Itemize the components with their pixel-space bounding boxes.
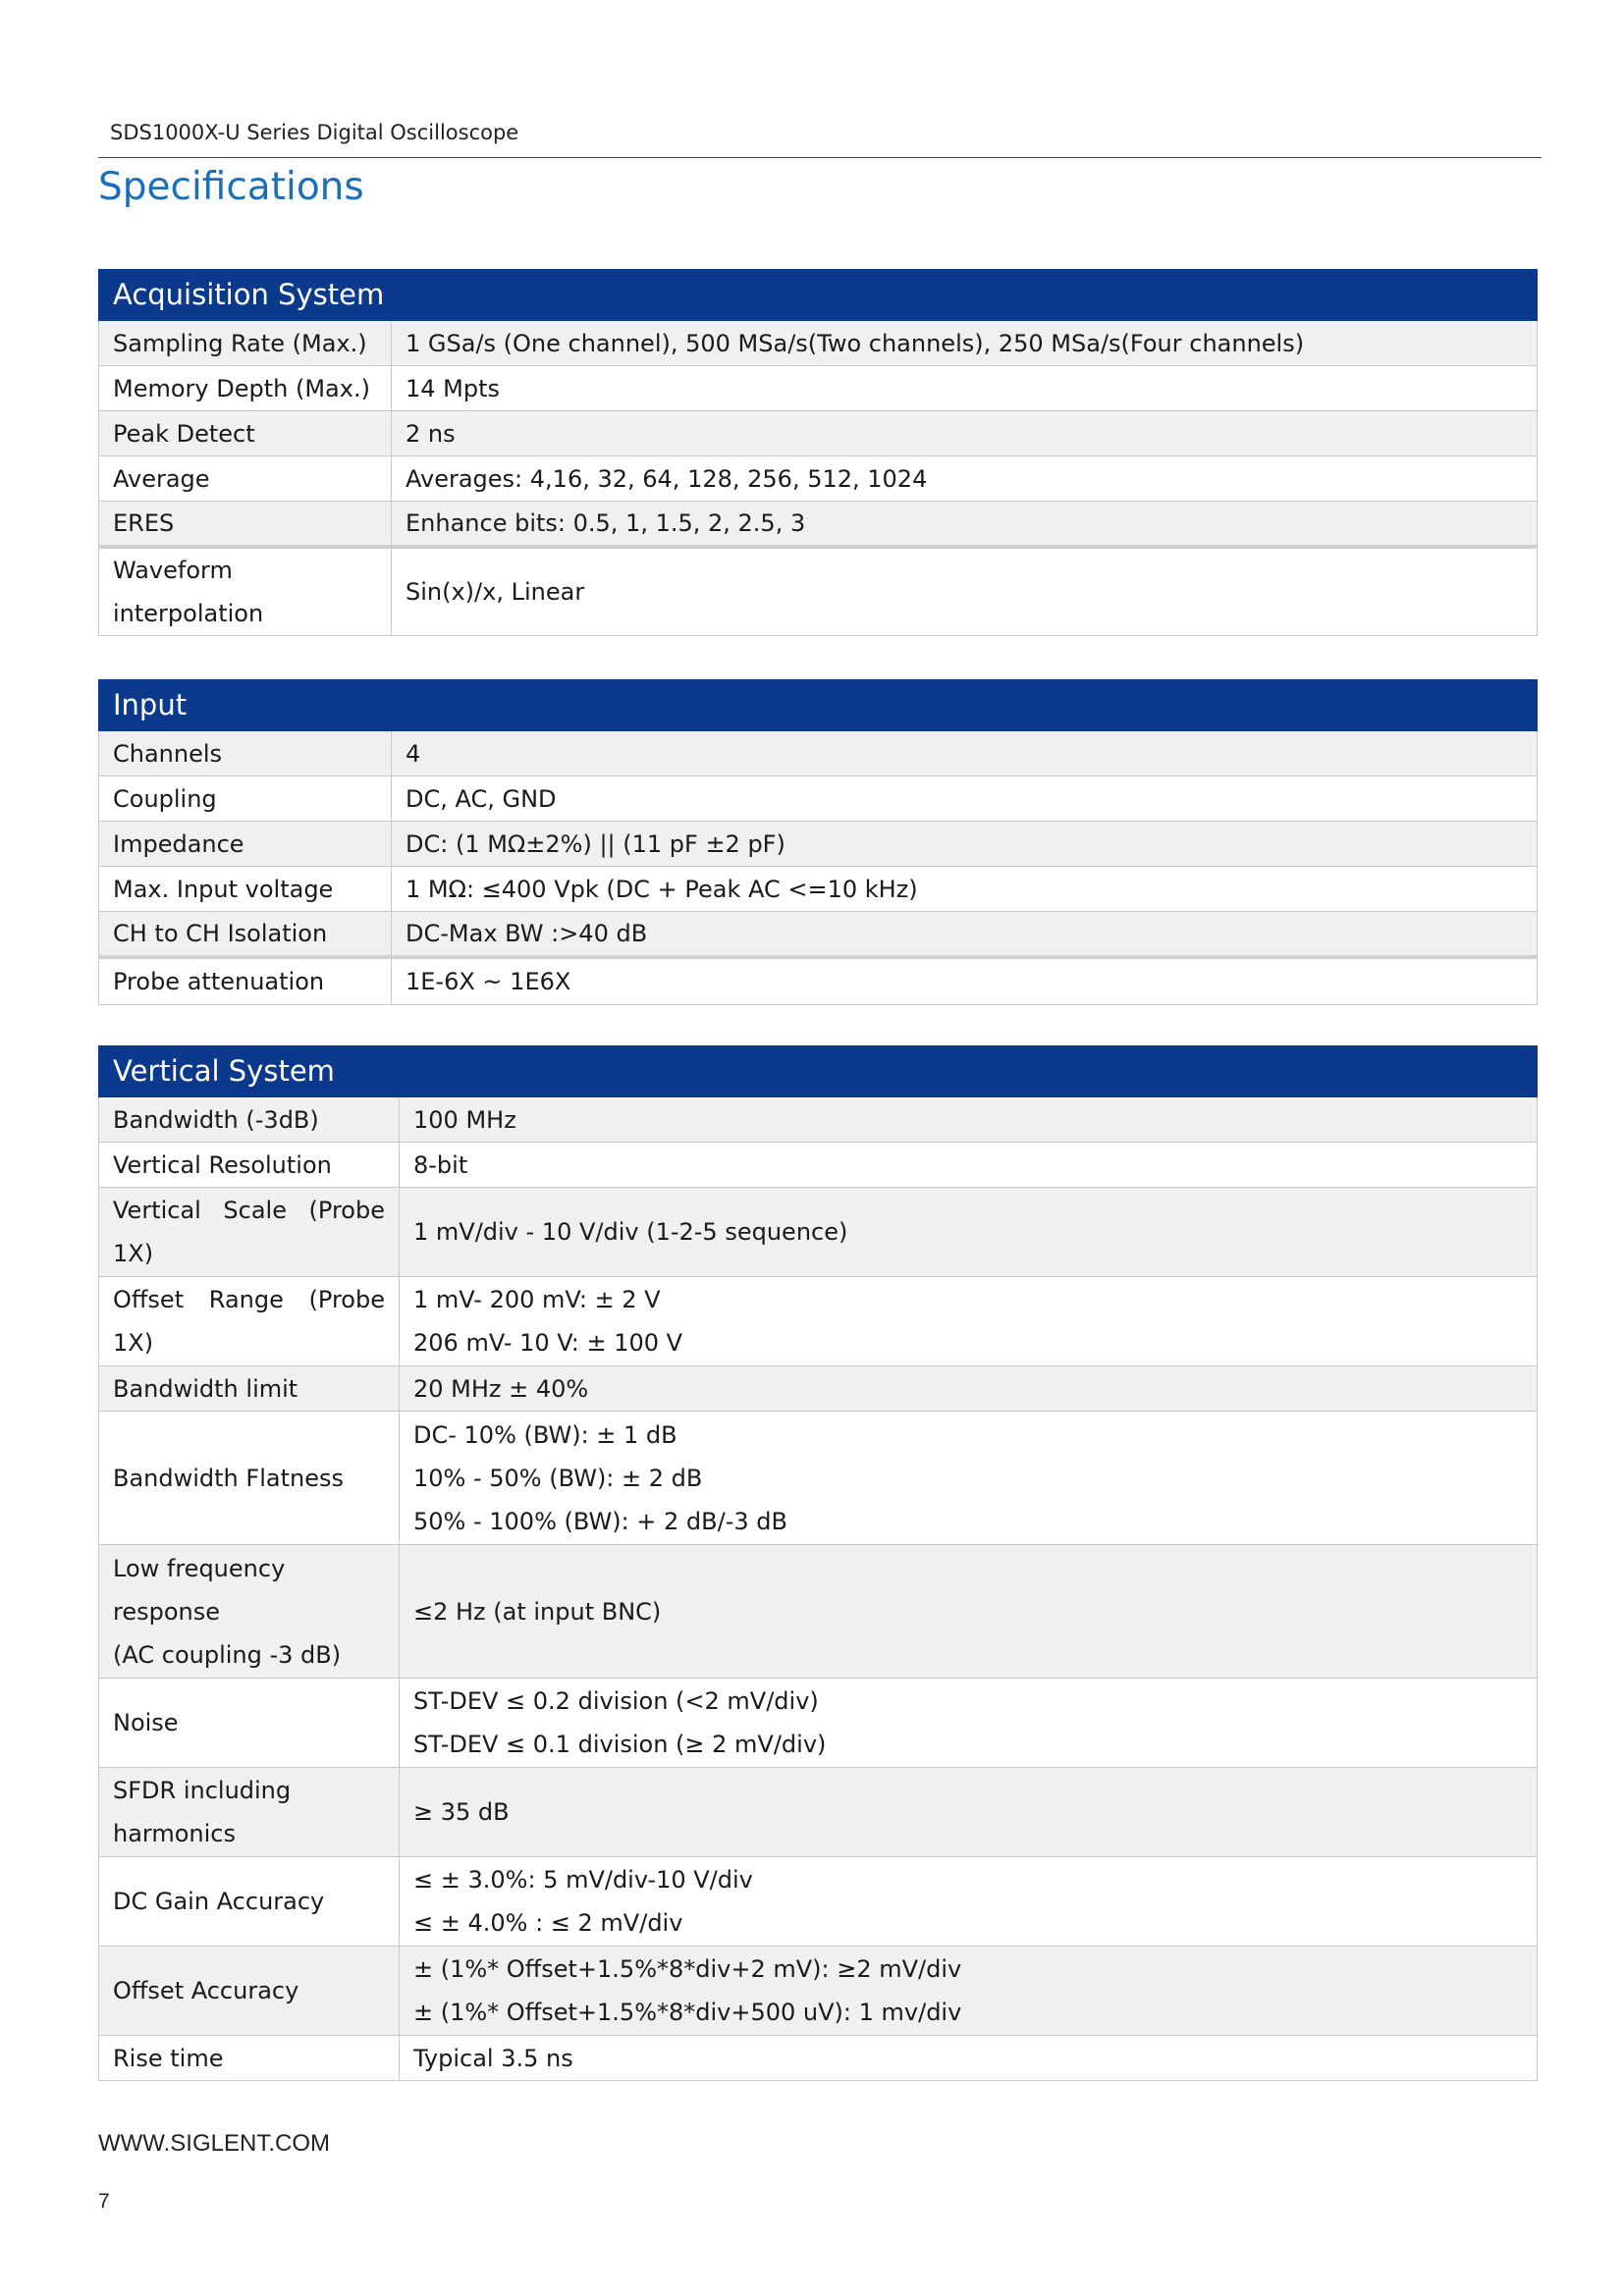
spec-param: Noise (99, 1679, 400, 1768)
spec-value: 14 Mpts (392, 366, 1538, 411)
page-number: 7 (98, 2190, 110, 2213)
spec-value-line: ≤ ± 4.0% : ≤ 2 mV/div (413, 1909, 683, 1937)
spec-param: Offset Accuracy (99, 1947, 400, 2036)
spec-value: ≤2 Hz (at input BNC) (400, 1545, 1538, 1679)
spec-param: DC Gain Accuracy (99, 1857, 400, 1947)
page-title: Specifications (98, 165, 364, 209)
spec-param: Impedance (99, 822, 392, 867)
vertical-system-heading: Vertical System (99, 1046, 1538, 1097)
spec-value: Averages: 4,16, 32, 64, 128, 256, 512, 1024 (392, 456, 1538, 502)
spec-value: 1 GSa/s (One channel), 500 MSa/s(Two channels), 250 MSa/s(Four channels) (392, 321, 1538, 366)
acquisition-system-table (98, 269, 1538, 636)
spec-param: Bandwidth Flatness (99, 1412, 400, 1545)
spec-value-line: ST-DEV ≤ 0.2 division (<2 mV/div) (413, 1687, 819, 1715)
spec-value: 20 MHz ± 40% (400, 1366, 1538, 1412)
spec-value-line: 206 mV- 10 V: ± 100 V (413, 1329, 683, 1357)
spec-value: Typical 3.5 ns (400, 2036, 1538, 2081)
spec-param-line: Low frequency (113, 1554, 286, 1582)
spec-param: Offset Range (Probe 1X) (99, 1277, 400, 1366)
spec-param: Memory Depth (Max.) (99, 366, 392, 411)
spec-param: SFDR including harmonics (99, 1768, 400, 1857)
spec-param: Sampling Rate (Max.) (99, 321, 392, 366)
footer-website: WWW.SIGLENT.COM (98, 2130, 330, 2157)
spec-value-line: 10% - 50% (BW): ± 2 dB (413, 1464, 703, 1492)
spec-value-line: DC- 10% (BW): ± 1 dB (413, 1420, 677, 1449)
spec-value-line: ± (1%* Offset+1.5%*8*div+500 uV): 1 mv/div (413, 1999, 962, 2026)
spec-param: Vertical Resolution (99, 1143, 400, 1188)
spec-value: DC, AC, GND (392, 776, 1538, 822)
spec-value: Sin(x)/x, Linear (392, 547, 1538, 636)
spec-param: Waveform interpolation (99, 547, 392, 636)
spec-value: 100 MHz (400, 1097, 1538, 1143)
spec-value-line: ST-DEV ≤ 0.1 division (≥ 2 mV/div) (413, 1731, 827, 1758)
document-header-title: SDS1000X-U Series Digital Oscilloscope (110, 121, 519, 144)
spec-value: 2 ns (392, 411, 1538, 456)
spec-value-line: ± (1%* Offset+1.5%*8*div+2 mV): ≥2 mV/div (413, 1955, 962, 1983)
spec-param: Bandwidth limit (99, 1366, 400, 1412)
spec-value: ≥ 35 dB (400, 1768, 1538, 1857)
spec-param: Channels (99, 731, 392, 776)
spec-param: Average (99, 456, 392, 502)
spec-value: DC: (1 MΩ±2%) || (11 pF ±2 pF) (392, 822, 1538, 867)
spec-value-line: 1 mV- 200 mV: ± 2 V (413, 1286, 661, 1313)
spec-value: 4 (392, 731, 1538, 776)
vertical-system-table (98, 1045, 1538, 2081)
spec-param-line: response (113, 1597, 221, 1626)
spec-param-line: (AC coupling -3 dB) (113, 1640, 342, 1669)
spec-value: Enhance bits: 0.5, 1, 1.5, 2, 2.5, 3 (392, 502, 1538, 548)
spec-param: Coupling (99, 776, 392, 822)
input-heading: Input (99, 680, 1538, 731)
spec-param: Probe attenuation (99, 957, 392, 1004)
spec-param: Rise time (99, 2036, 400, 2081)
acquisition-system-heading: Acquisition System (99, 270, 1538, 321)
spec-param: Vertical Scale (Probe 1X) (99, 1188, 400, 1277)
spec-value: 1 mV/div - 10 V/div (1-2-5 sequence) (400, 1188, 1538, 1277)
header-divider (98, 157, 1542, 158)
spec-value-line: ≤ ± 3.0%: 5 mV/div-10 V/div (413, 1866, 753, 1894)
spec-value: 8-bit (400, 1143, 1538, 1188)
spec-param: Peak Detect (99, 411, 392, 456)
spec-value-line: 50% - 100% (BW): + 2 dB/-3 dB (413, 1507, 787, 1535)
spec-value: 1E-6X ~ 1E6X (392, 957, 1538, 1004)
spec-param (99, 1545, 400, 1679)
spec-value: 1 MΩ: ≤400 Vpk (DC + Peak AC <=10 kHz) (392, 867, 1538, 912)
input-table (98, 679, 1538, 1005)
spec-value: DC-Max BW :>40 dB (392, 912, 1538, 958)
spec-param: Max. Input voltage (99, 867, 392, 912)
spec-param: ERES (99, 502, 392, 548)
spec-param: Bandwidth (-3dB) (99, 1097, 400, 1143)
spec-param: CH to CH Isolation (99, 912, 392, 958)
